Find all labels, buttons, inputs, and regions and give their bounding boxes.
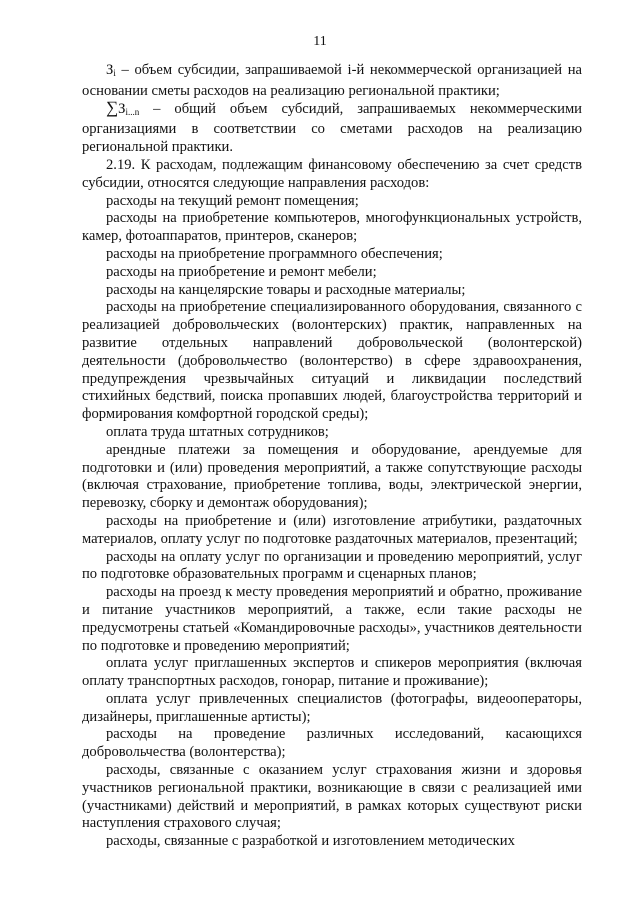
expense-item: расходы, связанные с оказанием услуг страхования жизни и здоровья участников региональной практики, возникающие в связи с реализацией ими (участниками) действий и мероприятий, в рамках которых существуют риски наступления страхового случая; xyxy=(82,762,582,832)
expense-item: расходы, связанные с разработкой и изготовлением методических xyxy=(106,833,515,850)
expense-item: расходы на оплату услуг по организации и проведению мероприятий, услуг по подготовке образовательных программ и сценарных планов; xyxy=(82,548,582,583)
formula-definition-total xyxy=(82,97,582,157)
formula-subscript: i xyxy=(113,68,116,78)
expense-item: расходы на приобретение компьютеров, многофункциональных устройств, камер, фотоаппаратов, принтеров, сканеров; xyxy=(82,210,582,245)
expense-item: расходы на приобретение программного обеспечения; xyxy=(106,245,443,262)
expense-item: расходы на приобретение и (или) изготовление атрибутики, раздаточных материалов, оплату услуг по подготовке раздаточных материалов, презентаций; xyxy=(82,512,582,547)
sigma-symbol: ∑ xyxy=(106,97,119,117)
expense-item: оплата услуг привлеченных специалистов (фотографы, видеооператоры, дизайнеры, приглашенные артисты); xyxy=(82,690,582,725)
expense-item: расходы на проезд к месту проведения мероприятий и обратно, проживание и питание участников мероприятий, а также, если такие расходы не предусмотрены статьей «Командировочные расходы», участников деятельности по подготовке и проведению мероприятий; xyxy=(82,584,582,654)
formula-symbol: З xyxy=(118,100,126,117)
paragraph-2-19: 2.19. К расходам, подлежащим финансовому обеспечению за счет средств субсидии, относятся следующие направления расходов: xyxy=(82,156,582,191)
formula-definition-text: – объем субсидии, запрашиваемой i-й некоммерческой организацией на основании сметы расходов на реализацию региональной практики; xyxy=(82,62,582,99)
expense-item: расходы на приобретение и ремонт мебели; xyxy=(106,263,377,280)
expense-item: расходы на канцелярские товары и расходные материалы; xyxy=(106,281,466,298)
document-body xyxy=(82,62,582,851)
formula-definition-text: – общий объем субсидий, запрашиваемых некоммерческими организациями в соответствии со сметами расходов на реализацию региональной практики. xyxy=(82,100,582,156)
expense-item: расходы на проведение различных исследований, касающихся добровольчества (волонтерства); xyxy=(82,726,582,761)
expense-item: оплата труда штатных сотрудников; xyxy=(106,423,329,440)
formula-symbol: З xyxy=(106,62,114,78)
expense-item: расходы на приобретение специализированного оборудования, связанного с реализацией добровольческих (волонтерских) практик, направленных на развитие отдельных направлений добровольческой (волонтерской) деятельности (добровольчество (волонтерство) в сфере здравоохранения, предупреждения чрезвычайных ситуаций и ликвидации последствий стихийных бедствий, поиска пропавших людей, благоустройства территорий и формирования комфортной городской среды); xyxy=(82,299,582,423)
expense-item: расходы на текущий ремонт помещения; xyxy=(106,192,359,209)
expense-item: арендные платежи за помещения и оборудование, арендуемые для подготовки и (или) проведения мероприятий, а также сопутствующие расходы (включая страхование, приобретение топлива, воды, электрической энергии, перевозку, сборку и демонтаж оборудования); xyxy=(82,441,582,512)
page-number: 11 xyxy=(313,34,327,49)
formula-definition-subsidy xyxy=(82,62,582,101)
expense-item: оплата услуг приглашенных экспертов и спикеров мероприятия (включая оплату транспортных расходов, гонорар, питание и проживание); xyxy=(82,655,582,690)
formula-subscript: i...n xyxy=(125,106,140,117)
